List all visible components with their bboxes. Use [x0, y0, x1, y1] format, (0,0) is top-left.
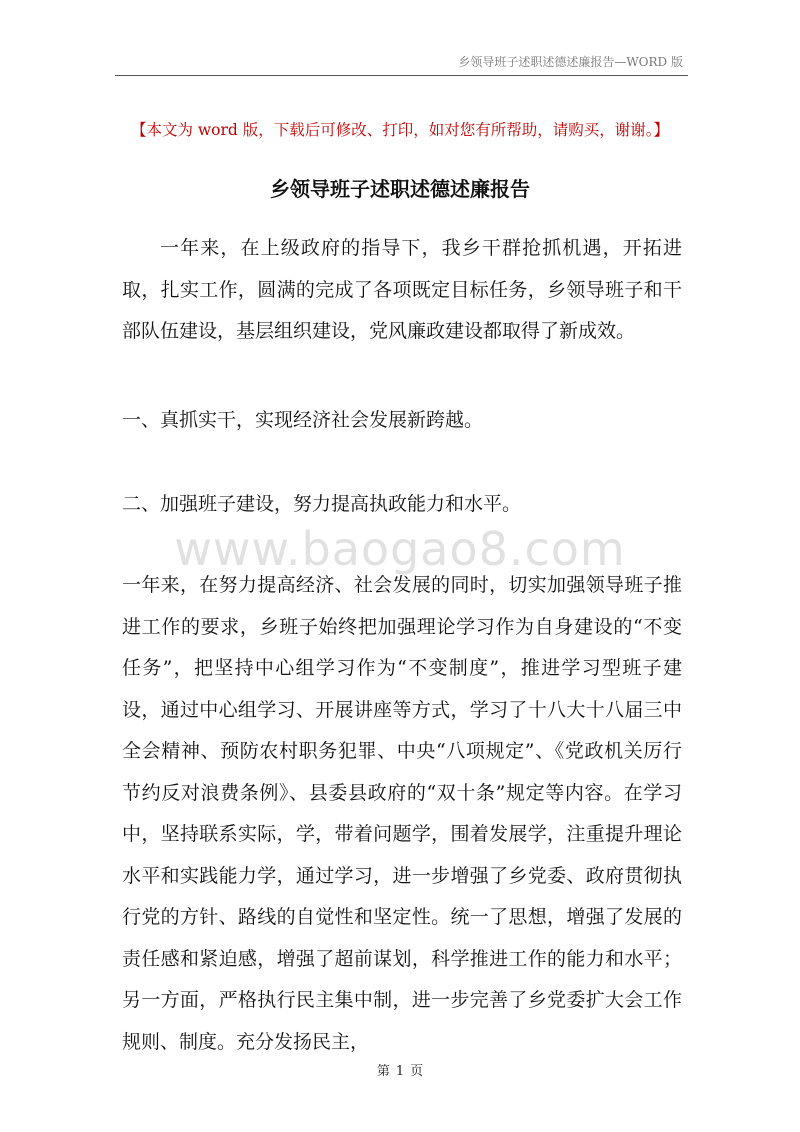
purchase-notice: 【本文为 word 版，下载后可修改、打印，如对您有所帮助，请购买，谢谢。】	[130, 121, 670, 139]
section-heading-2: 二、加强班子建设，努力提高执政能力和水平。	[122, 493, 522, 515]
body-paragraph: 一年来，在努力提高经济、社会发展的同时，切实加强领导班子推进工作的要求，乡班子始终把加强理论学习作为自身建设的“不变任务”，把坚持中心组学习作为“不变制度”，推进学习型班子建设，通过中心组学习、开展讲座等方式，学习了十八大十八届三中全会精神、预防农村职务犯罪、中央“八项规定”、《党政机关厉行节约反对浪费条例》、县委县政府的“双十条”规定等内容。在学习中，坚持联系实际，学，带着问题学，围着发展学，注重提升理论水平和实践能力学，通过学习，进一步增强了乡党委、政府贯彻执行党的方针、路线的自觉性和坚定性。统一了思想，增强了发展的责任感和紧迫感，增强了超前谋划，科学推进工作的能力和水平；另一方面，严格执行民主集中制，进一步完善了乡党委扩大会工作规则、制度。充分发扬民主，	[122, 574, 682, 1053]
section-heading-1: 一、真抓实干，实现经济社会发展新跨越。	[122, 409, 484, 431]
page-number-prefix: 第	[376, 1064, 390, 1079]
intro-paragraph: 一年来，在上级政府的指导下，我乡干群抢抓机遇，开拓进取，扎实工作，圆满的完成了各项既定目标任务，乡领导班子和干部队伍建设，基层组织建设，党风廉政建设都取得了新成效。	[122, 237, 682, 342]
header-divider	[115, 75, 688, 76]
watermark: www.baogao8.com	[174, 522, 626, 576]
page-footer	[0, 1060, 800, 1079]
document-title: 乡领导班子述职述德述廉报告	[270, 177, 530, 201]
page-number-suffix: 页	[410, 1064, 424, 1079]
page-header: 乡领导班子述职述德述廉报告—WORD 版	[458, 55, 683, 69]
page-number: 1	[395, 1064, 405, 1079]
